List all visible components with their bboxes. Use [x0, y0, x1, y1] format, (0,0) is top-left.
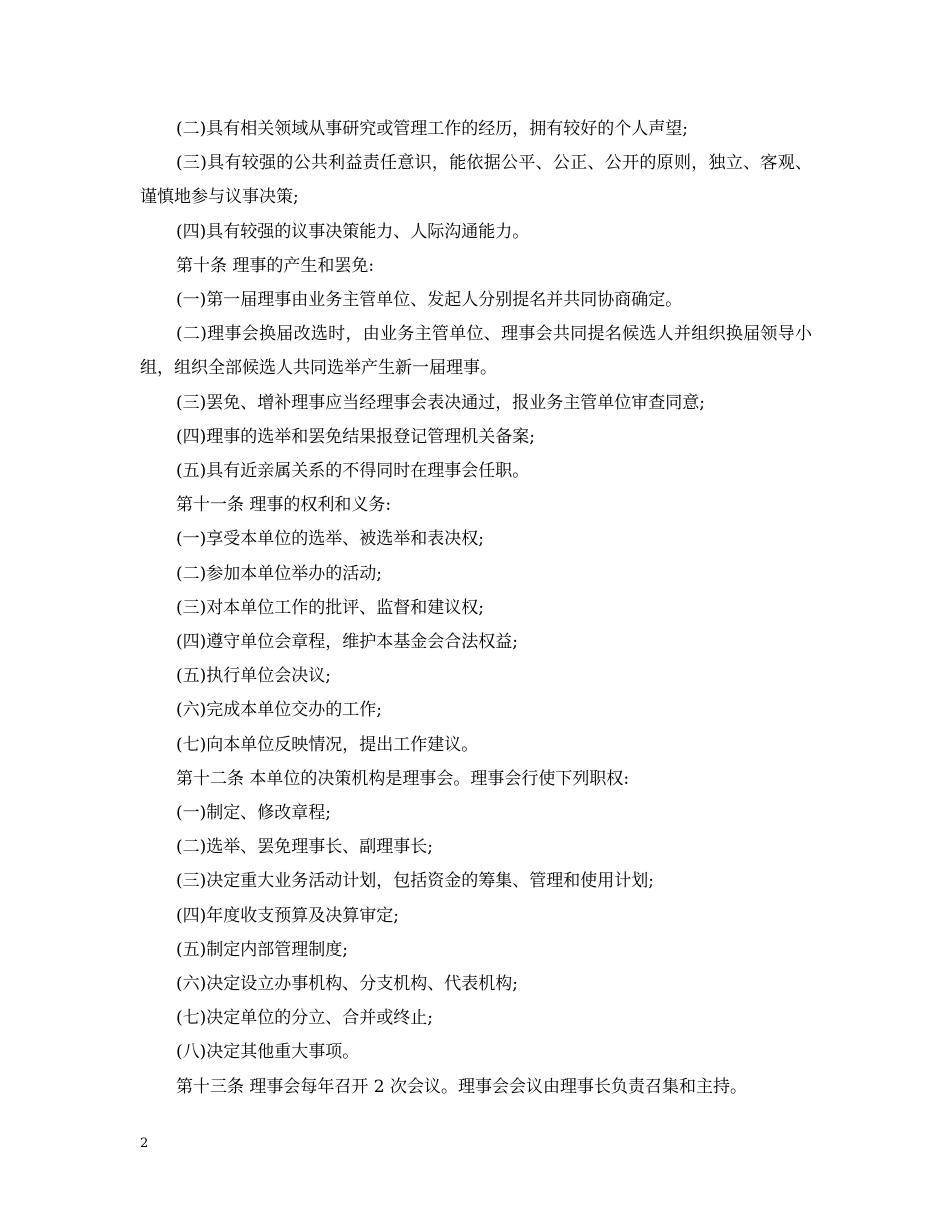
- paragraph: (五)具有近亲属关系的不得同时在理事会任职。: [176, 461, 530, 482]
- paragraph: (四)遵守单位会章程，维护本基金会合法权益;: [176, 632, 518, 653]
- paragraph: (四)年度收支预算及决算审定;: [176, 905, 399, 926]
- paragraph: (三)具有较强的公共利益责任意识，能依据公平、公正、公开的原则，独立、客观、谨慎地参与议事决策;: [140, 153, 812, 208]
- article-heading: 第十二条 本单位的决策机构是理事会。理事会行使下列职权:: [176, 768, 630, 789]
- paragraph: (三)罢免、增补理事应当经理事会表决通过，报业务主管单位审查同意;: [176, 392, 705, 413]
- page-number: 2: [140, 1136, 149, 1151]
- paragraph: (二)具有相关领域从事研究或管理工作的经历，拥有较好的个人声望;: [176, 119, 688, 139]
- paragraph: (一)第一届理事由业务主管单位、发起人分别提名并共同协商确定。: [176, 290, 683, 311]
- paragraph: (六)完成本单位交办的工作;: [176, 700, 382, 721]
- article-heading: 第十一条 理事的权利和义务:: [176, 495, 392, 516]
- paragraph: (一)享受本单位的选举、被选举和表决权;: [176, 529, 484, 550]
- paragraph: (二)参加本单位举办的活动;: [176, 563, 382, 584]
- paragraph: (二)选举、罢免理事长、副理事长;: [176, 837, 433, 858]
- paragraph: (四)理事的选举和罢免结果报登记管理机关备案;: [176, 426, 535, 447]
- paragraph: (一)制定、修改章程;: [176, 803, 331, 824]
- paragraph: (八)决定其他重大事项。: [176, 1042, 360, 1063]
- document-body: [140, 112, 812, 1104]
- paragraph: (五)制定内部管理制度;: [176, 939, 348, 960]
- paragraph: (四)具有较强的议事决策能力、人际沟通能力。: [176, 221, 530, 242]
- paragraph: (三)对本单位工作的批评、监督和建议权;: [176, 597, 484, 618]
- article-heading: 第十条 理事的产生和罢免:: [176, 255, 375, 276]
- paragraph: (五)执行单位会决议;: [176, 666, 331, 687]
- paragraph: (六)决定设立办事机构、分支机构、代表机构;: [176, 974, 518, 995]
- paragraph: (二)理事会换届改选时，由业务主管单位、理事会共同提名候选人并组织换届领导小组，组织全部候选人共同选举产生新一届理事。: [140, 324, 812, 379]
- paragraph: (七)决定单位的分立、合并或终止;: [176, 1008, 433, 1029]
- paragraph: (三)决定重大业务活动计划，包括资金的筹集、管理和使用计划;: [176, 871, 654, 892]
- paragraph: (七)向本单位反映情况，提出工作建议。: [176, 734, 479, 755]
- article-heading: 第十三条 理事会每年召开 2 次会议。理事会会议由理事长负责召集和主持。: [176, 1076, 748, 1097]
